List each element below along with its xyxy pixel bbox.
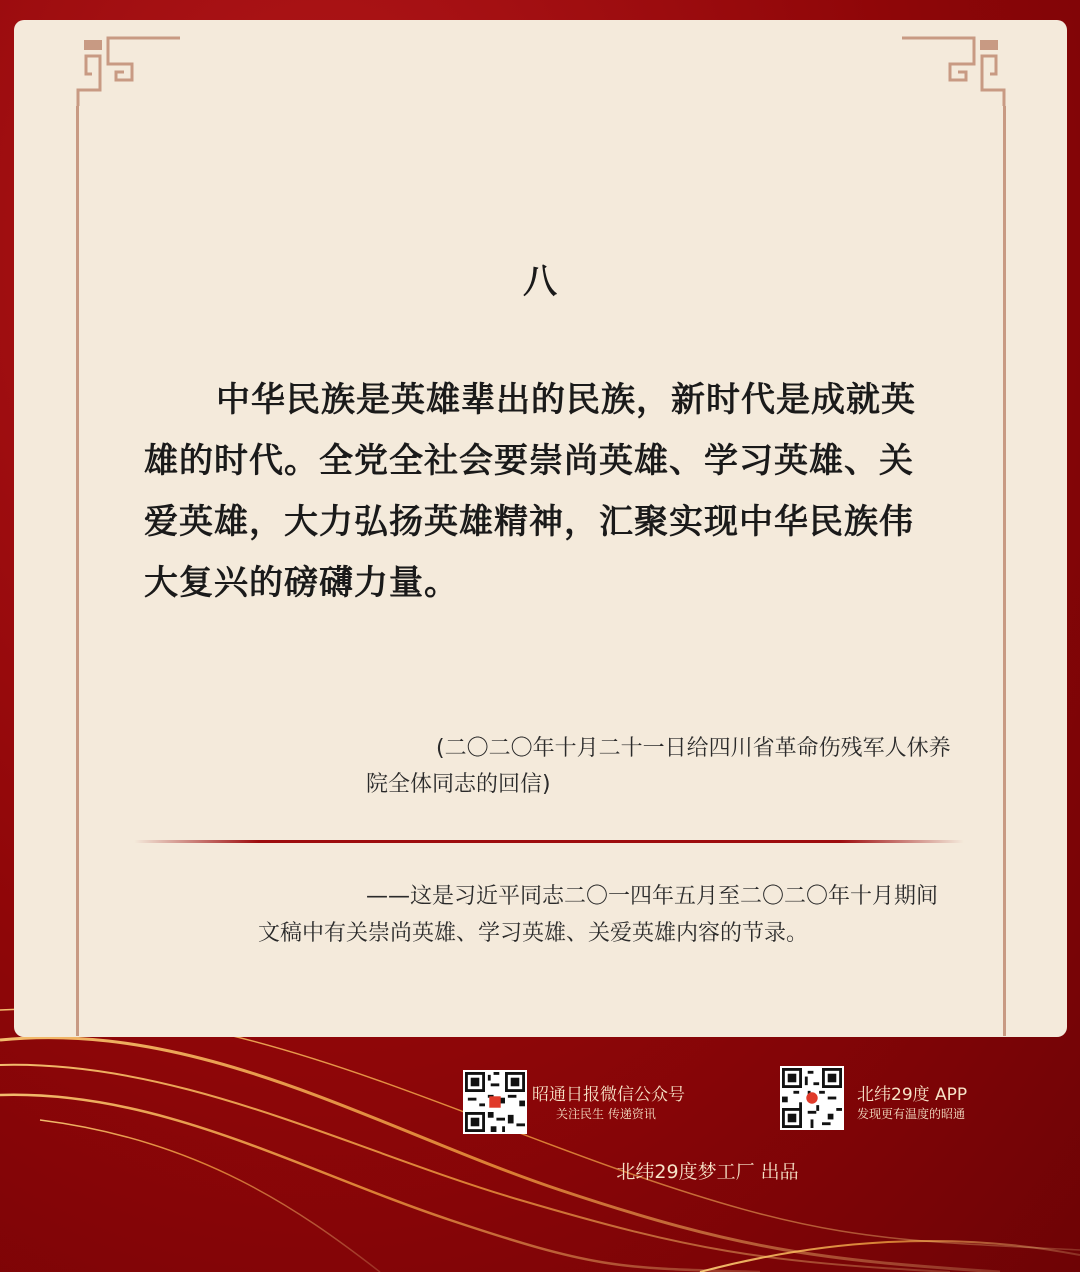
qr2-subtitle: 发现更有温度的昭通 <box>857 1107 966 1121</box>
qr-code-2[interactable] <box>780 1066 844 1130</box>
editor-note: ——这是习近平同志二〇一四年五月至二〇二〇年十月期间文稿中有关崇尚英雄、学习英雄、关爱英雄内容的节录。 <box>258 884 939 946</box>
qr1-subtitle: 关注民生 传递资讯 <box>556 1107 656 1121</box>
frame-right-line <box>1003 106 1006 1036</box>
qr-code-icon <box>465 1072 525 1132</box>
qr-code-1[interactable] <box>463 1070 527 1134</box>
qr-code-icon <box>782 1068 842 1128</box>
frame-left-line <box>76 106 79 1036</box>
quote-paragraph: 中华民族是英雄辈出的民族，新时代是成就英雄的时代。全党全社会要崇尚英雄、学习英雄、关爱英雄，大力弘扬英雄精神，汇聚实现中华民族伟大复兴的磅礴力量。 <box>144 380 916 603</box>
quote-source: (二〇二〇年十月二十一日给四川省革命伤残军人休养院全体同志的回信) <box>366 736 951 797</box>
corner-ornament-right-icon <box>900 34 1010 110</box>
qr2-title: 北纬29度 APP <box>857 1085 968 1105</box>
section-number: 八 <box>523 262 557 302</box>
corner-ornament-left-icon <box>72 34 182 110</box>
divider <box>134 840 964 843</box>
qr1-title: 昭通日报微信公众号 <box>532 1085 685 1105</box>
producer-credit: 北纬29度梦工厂 出品 <box>616 1161 799 1183</box>
